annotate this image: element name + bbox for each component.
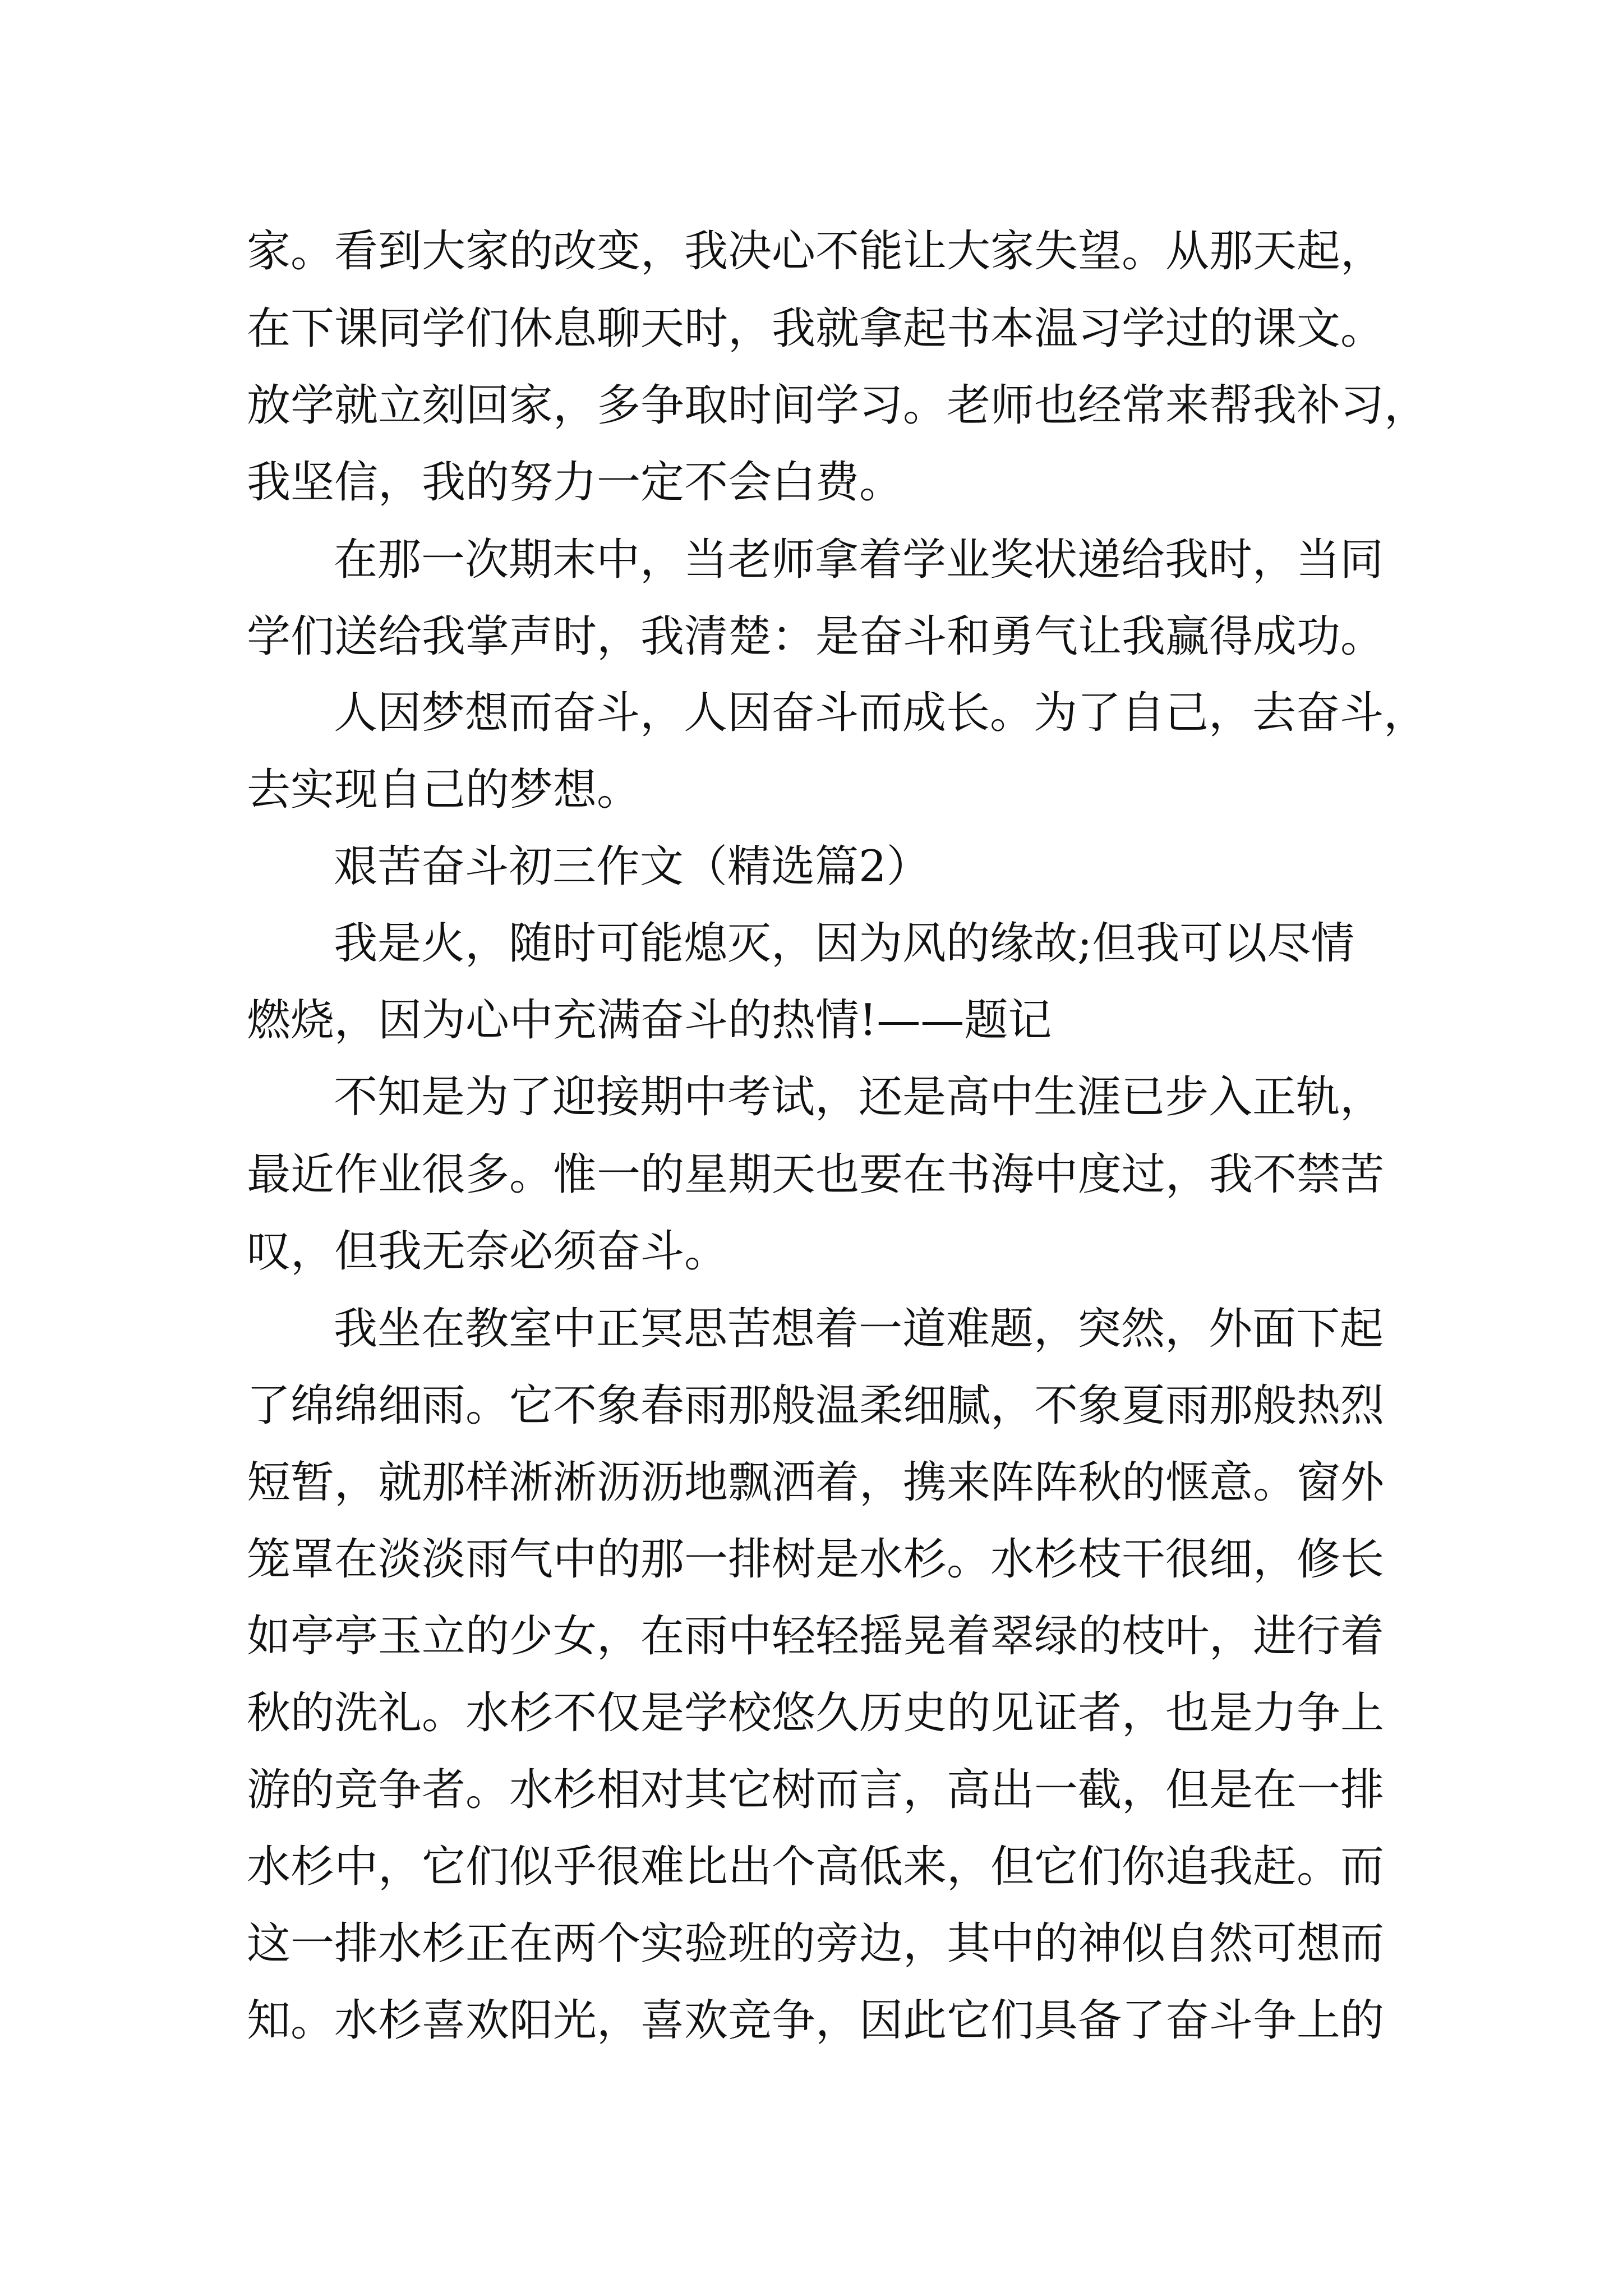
section-heading: 艰苦奋斗初三作文（精选篇2） — [334, 841, 930, 892]
text-line: 燃烧，因为心中充满奋斗的热情!——题记 — [247, 995, 1052, 1046]
text-line: 水杉中，它们似乎很难比出个高低来，但它们你追我赶。而 — [247, 1842, 1385, 1892]
text-line: 这一排水杉正在两个实验班的旁边，其中的神似自然可想而 — [247, 1918, 1385, 1969]
text-line: 了绵绵细雨。它不象春雨那般温柔细腻，不象夏雨那般热烈 — [247, 1381, 1385, 1431]
text-line: 知。水杉喜欢阳光，喜欢竞争，因此它们具备了奋斗争上的 — [247, 1995, 1385, 2046]
text-line: 秋的洗礼。水杉不仅是学校悠久历史的见证者，也是力争上 — [247, 1688, 1385, 1738]
text-line: 人因梦想而奋斗，人因奋斗而成长。为了自己，去奋斗， — [334, 688, 1428, 738]
text-line: 不知是为了迎接期中考试，还是高中生涯已步入正轨， — [334, 1072, 1384, 1122]
text-line: 在下课同学们休息聊天时，我就拿起书本温习学过的课文。 — [247, 303, 1385, 354]
text-line: 放学就立刻回家，多争取时间学习。老师也经常来帮我补习， — [247, 380, 1428, 431]
text-line: 我坐在教室中正冥思苦想着一道难题，突然，外面下起 — [334, 1304, 1384, 1354]
text-line: 游的竞争者。水杉相对其它树而言，高出一截，但是在一排 — [247, 1765, 1385, 1815]
text-line: 叹，但我无奈必须奋斗。 — [247, 1226, 728, 1277]
text-line: 如亭亭玉立的少女，在雨中轻轻摇晃着翠绿的枝叶，进行着 — [247, 1611, 1385, 1662]
text-line: 我是火，随时可能熄灭，因为风的缘故;但我可以尽情 — [334, 918, 1355, 969]
text-line: 去实现自己的梦想。 — [247, 765, 641, 815]
text-line: 笼罩在淡淡雨气中的那一排树是水杉。水杉枝干很细，修长 — [247, 1534, 1385, 1585]
text-line: 在那一次期末中，当老师拿着学业奖状递给我时，当同 — [334, 535, 1384, 585]
text-line: 家。看到大家的改变，我决心不能让大家失望。从那天起， — [247, 226, 1385, 277]
text-line: 最近作业很多。惟一的星期天也要在书海中度过，我不禁苦 — [247, 1149, 1385, 1200]
text-line: 短暂，就那样淅淅沥沥地飘洒着，携来阵阵秋的惬意。窗外 — [247, 1457, 1385, 1508]
text-line: 我坚信，我的努力一定不会白费。 — [247, 457, 903, 508]
text-line: 学们送给我掌声时，我清楚：是奋斗和勇气让我赢得成功。 — [247, 611, 1385, 662]
